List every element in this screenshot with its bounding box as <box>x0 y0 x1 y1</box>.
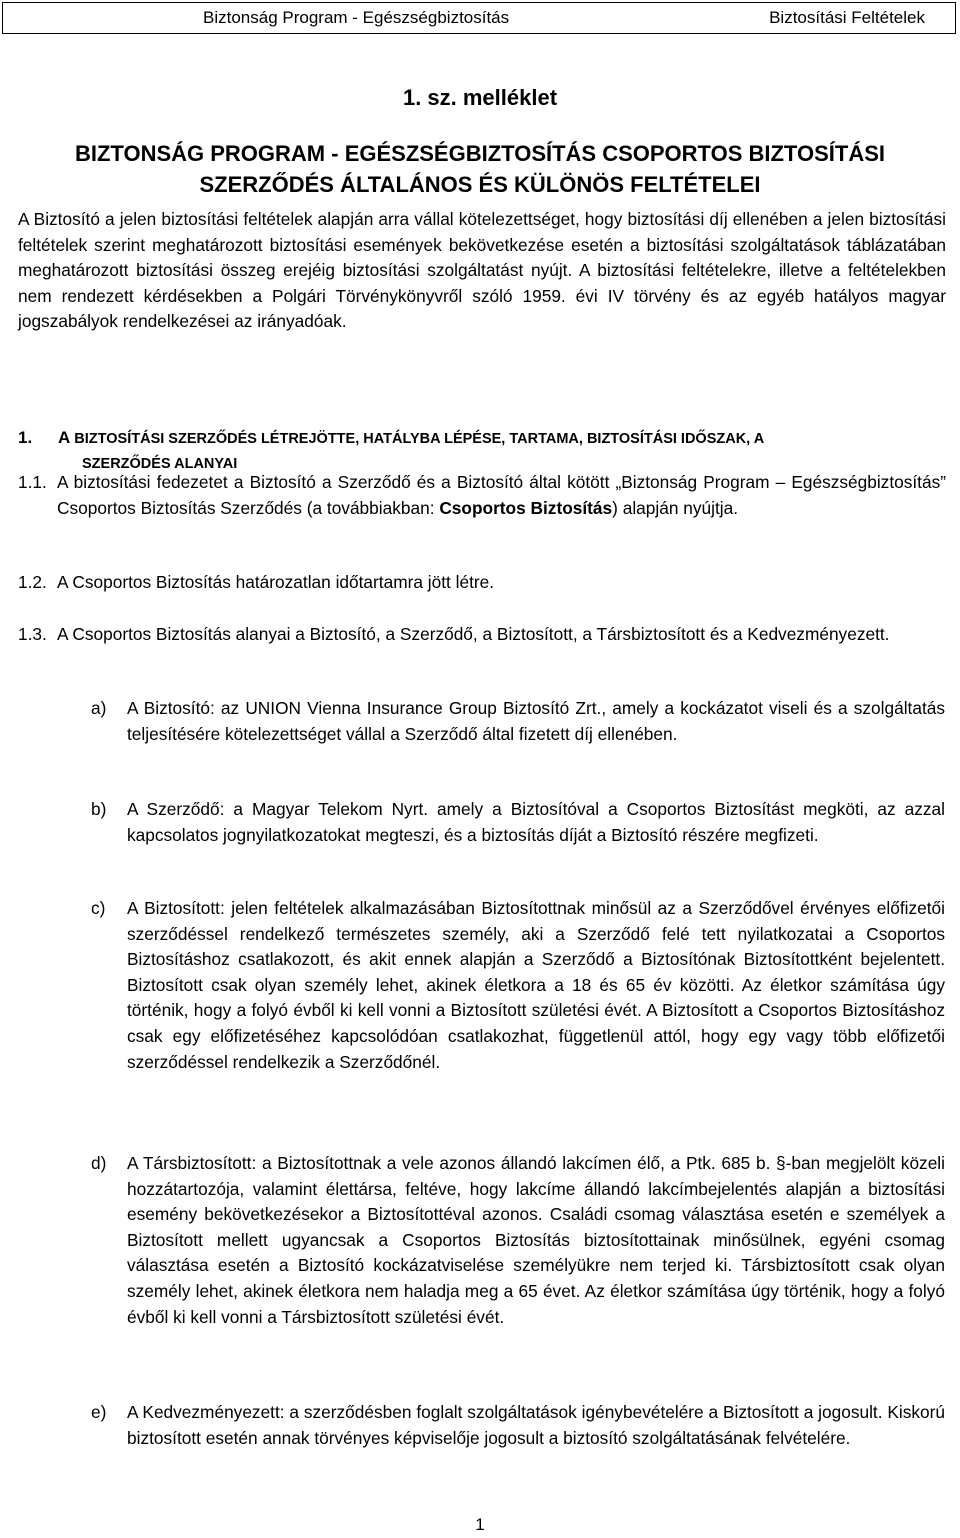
item-1-3-text: A Csoportos Biztosítás alanyai a Biztosító, a Szerződő, a Biztosított, a Társbiztosított és a Kedvezményezett. <box>57 624 890 644</box>
list-item-a-text: A Biztosító: az UNION Vienna Insurance Group Biztosító Zrt., amely a kockázatot viseli és a szolgáltatás teljesítésére kötelezettséget vállal a Szerződő által fizetett díj ellenében. <box>127 698 945 744</box>
item-1-1-text-before: A biztosítási fedezetet a Biztosító a Szerződő és a Biztosító által kötött „Biztonság Program – Egészségbiztosítás” Csoportos Biztosítás Szerződés (a továbbiakban: <box>57 472 946 518</box>
list-item-e-marker: e) <box>91 1402 107 1422</box>
item-1-1-text-after: ) alapján nyújtja. <box>612 497 739 518</box>
item-1-1-number: 1.1. <box>18 472 47 492</box>
running-header-right: Biztosítási Feltételek <box>769 8 925 27</box>
section-1-first-letter: A <box>58 428 71 447</box>
item-1-3-number: 1.3. <box>18 624 47 644</box>
annex-title: 1. sz. melléklet <box>402 85 558 110</box>
intro-paragraph: A Biztosító a jelen biztosítási feltételek alapján arra vállal kötelezettséget, hogy biztosítási díj ellenében a jelen biztosítási feltételek szerint meghatározott biztosítási események bekövetkezése esetén a biztosítási szolgáltatások táblázatában meghatározott biztosítási összeg erejéig biztosítási szolgáltatást nyújt. A biztosítási feltételekre, illetve a feltételekben nem rendezett kérdésekben a Polgári Törvénykönyvről szóló 1959. évi IV törvény és az egyéb hatályos magyar jogszabályok rendelkezései az irányadóak. <box>18 209 946 332</box>
running-header-left: Biztonság Program - Egészségbiztosítás <box>203 8 510 27</box>
item-1-1-text <box>57 470 946 521</box>
list-item-c-text: A Biztosított: jelen feltételek alkalmazásában Biztosítottnak minősül az a Szerződővel érvényes előfizetői szerződéssel rendelkező természetes személy, aki a Szerződő felé tett nyilatkozatai a Csoportos Biztosításhoz csatlakozott, és akit ennek alapján a Szerződő a Biztosítónak Biztosítottként bejelentett. Biztosított csak olyan személy lehet, akinek életkora a 18 és 65 év közötti. Az életkor számítása úgy történik, hogy a folyó évből ki kell vonni a Biztosított születési évét. A Biztosított a Csoportos Biztosításhoz csak egy előfizetéséhez kapcsolódóan csatlakozhat, függetlenül attól, hogy egy vagy több előfizetői szerződéssel rendelkezik a Szerződőnél. <box>127 898 945 1072</box>
main-title <box>30 138 930 200</box>
list-item-c-marker: c) <box>91 898 106 918</box>
running-header <box>2 2 956 34</box>
section-1-heading-line-1: BIZTOSÍTÁSI SZERZŐDÉS LÉTREJÖTTE, HATÁLYBA LÉPÉSE, TARTAMA, BIZTOSÍTÁSI IDŐSZAK, A <box>70 431 765 447</box>
item-1-2-number: 1.2. <box>18 572 47 592</box>
list-item-e-text: A Kedvezményezett: a szerződésben foglalt szolgáltatások igénybevételére a Biztosított a jogosult. Kiskorú biztosított esetén annak törvényes képviselője jogosult a biztosító szolgáltatásának felvételére. <box>127 1402 945 1448</box>
list-item-a-marker: a) <box>91 698 107 718</box>
main-title-line-2: SZERZŐDÉS ÁLTALÁNOS ÉS KÜLÖNÖS FELTÉTELEI <box>199 172 761 197</box>
item-1-1-bold-term: Csoportos Biztosítás <box>439 497 613 518</box>
section-1-heading-line-2: SZERZŐDÉS ALANYAI <box>82 456 238 472</box>
section-1-number: 1. <box>18 428 33 447</box>
page-number: 1 <box>475 1515 485 1534</box>
main-title-line-1: BIZTONSÁG PROGRAM - EGÉSZSÉGBIZTOSÍTÁS CSOPORTOS BIZTOSÍTÁSI <box>74 141 885 166</box>
item-1-2-text: A Csoportos Biztosítás határozatlan időtartamra jött létre. <box>57 572 495 592</box>
list-item-d-marker: d) <box>91 1153 107 1173</box>
list-item-d-text: A Társbiztosított: a Biztosítottnak a vele azonos állandó lakcímen élő, a Ptk. 685 b. §-ban megjelölt közeli hozzátartozója, valamint élettársa, feltéve, hogy lakcíme állandó lakcímbejelentés alapján a biztosítási esemény bekövetkezésekor a Biztosítottéval azonos. Családi csomag választása esetén e személyek a Biztosított mellett ugyancsak a Csoportos Biztosítás biztosítottainak minősülnek, egyéni csomag választása esetén a Biztosító kockázatviselése személyükre nem terjed ki. Társbiztosított csak olyan személy lehet, akinek életkora nem haladja meg a 65 évet. Az életkor számítása úgy történik, hogy a folyó évből ki kell vonni a Társbiztosított születési évét. <box>127 1153 945 1327</box>
list-item-b-text: A Szerződő: a Magyar Telekom Nyrt. amely a Biztosítóval a Csoportos Biztosítást megköti, az azzal kapcsolatos jognyilatkozatokat megteszi, és a biztosítás díját a Biztosító részére megfizeti. <box>127 799 945 845</box>
list-item-b-marker: b) <box>91 799 107 819</box>
